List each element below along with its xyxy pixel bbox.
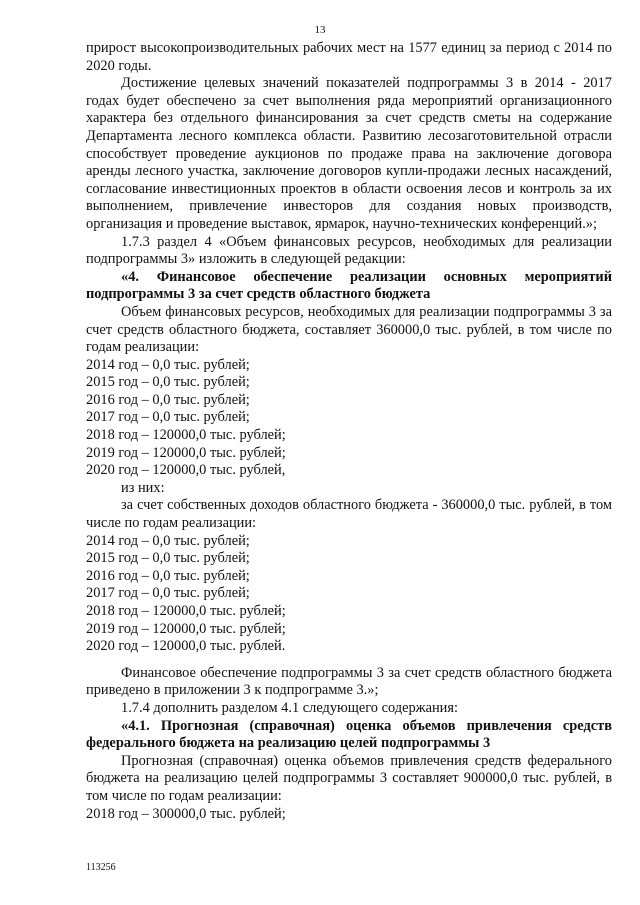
- section-heading-4: «4. Финансовое обеспечение реализации основных мероприятий подпрограммы 3 за счет средств областного бюджета: [86, 268, 612, 303]
- year-line: 2020 год – 120000,0 тыс. рублей,: [86, 462, 286, 479]
- year-line: 2018 год – 120000,0 тыс. рублей;: [86, 603, 286, 619]
- year-line: 2018 год – 300000,0 тыс. рублей;: [86, 805, 286, 822]
- year-line: 2020 год – 120000,0 тыс. рублей.: [86, 638, 286, 655]
- paragraph-amendment-1-7-4: 1.7.4 дополнить разделом 4.1 следующего содержания:: [121, 699, 459, 716]
- year-line: 2014 год – 0,0 тыс. рублей;: [86, 532, 250, 549]
- section-heading-4-1: «4.1. Прогнозная (справочная) оценка объемов привлечения средств федерального бюджета на реализацию целей подпрограммы 3: [86, 717, 612, 752]
- page-number: 13: [314, 24, 326, 36]
- document-body: [86, 40, 612, 823]
- years-list-total: [86, 357, 612, 480]
- year-line: 2015 год – 0,0 тыс. рублей;: [86, 374, 250, 391]
- year-line: 2017 год – 0,0 тыс. рублей;: [86, 585, 250, 602]
- years-list-own-revenue: [86, 533, 612, 656]
- paragraph-financial-volume: Объем финансовых ресурсов, необходимых для реализации подпрограммы 3 за счет средств областного бюджета, составляет 360000,0 тыс. рублей, в том числе по годам реализации:: [86, 303, 612, 356]
- paragraph-target-values: Достижение целевых значений показателей подпрограммы 3 в 2014 - 2017 годах будет обеспечено за счет выполнения ряда мероприятий организационного характера без отдельного финансирования за счет средств сметы на содержание Департамента лесного комплекса области. Развитию лесозаготовительной отрасли способствует проведение аукционов по продаже права на заключение договора аренды лесного участка, заключение договоров купли-продажи лесных насаждений, согласование инвестиционных проектов в области освоения лесов и контроль за их выполнением, привлечение инвесторов для создания новых производств, организация и проведение выставок, ярмарок, научно-технических конференций.»;: [86, 75, 612, 232]
- year-line: 2018 год – 120000,0 тыс. рублей;: [86, 427, 286, 444]
- year-line: 2014 год – 0,0 тыс. рублей;: [86, 356, 250, 373]
- paragraph-jobs-growth: прирост высокопроизводительных рабочих мест на 1577 единиц за период с 2014 по 2020 годы.: [86, 40, 612, 74]
- year-line: 2017 год – 0,0 тыс. рублей;: [86, 409, 250, 426]
- year-line: 2015 год – 0,0 тыс. рублей;: [86, 550, 250, 567]
- year-line: 2019 год – 120000,0 тыс. рублей;: [86, 444, 286, 461]
- year-line: 2016 год – 0,0 тыс. рублей;: [86, 567, 250, 584]
- paragraph-own-revenue: за счет собственных доходов областного бюджета - 360000,0 тыс. рублей, в том числе по годам реализации:: [86, 497, 612, 532]
- paragraph-appendix-reference: Финансовое обеспечение подпрограммы 3 за счет средств областного бюджета приведено в приложении 3 к подпрограмме 3.»;: [86, 664, 612, 699]
- document-code: 113256: [86, 862, 116, 873]
- year-line: 2016 год – 0,0 тыс. рублей;: [86, 391, 250, 408]
- paragraph-amendment-1-7-3: 1.7.3 раздел 4 «Объем финансовых ресурсов, необходимых для реализации подпрограммы 3» изложить в следующей редакции:: [86, 233, 612, 268]
- of-which-label: из них:: [121, 479, 165, 496]
- paragraph-federal-estimate: Прогнозная (справочная) оценка объемов привлечения средств федерального бюджета на реализацию целей подпрограммы 3 составляет 900000,0 тыс. рублей, в том числе по годам реализации:: [86, 752, 612, 804]
- year-line: 2019 год – 120000,0 тыс. рублей;: [86, 620, 286, 637]
